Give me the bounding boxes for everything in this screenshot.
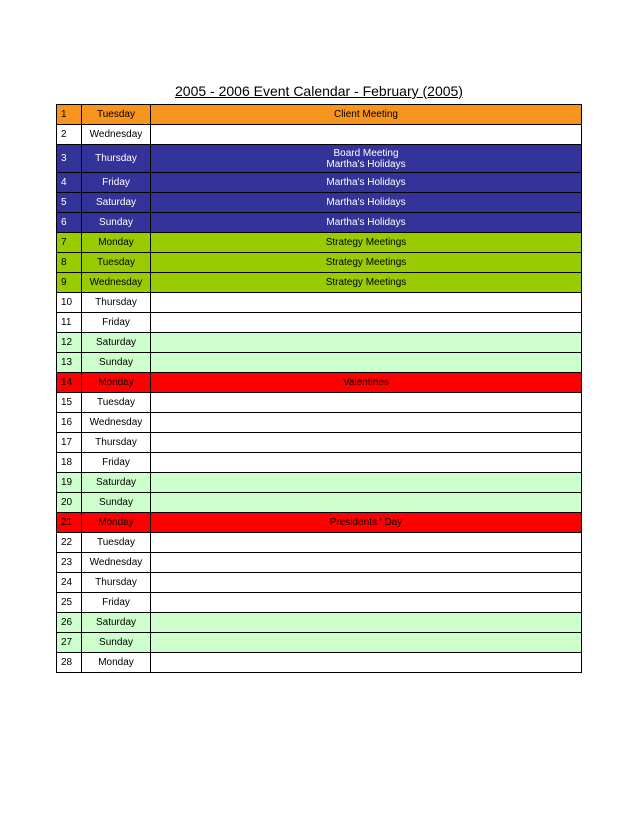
weekday-name: Friday [82,593,151,613]
event-cell [151,613,582,633]
event-cell [151,493,582,513]
calendar-row [57,593,582,613]
day-number: 7 [57,233,82,253]
day-number: 11 [57,313,82,333]
calendar-row [57,333,582,353]
day-number: 15 [57,393,82,413]
event-cell [151,533,582,553]
weekday-name: Friday [82,313,151,333]
day-number: 3 [57,145,82,173]
weekday-name: Sunday [82,213,151,233]
calendar-row [57,653,582,673]
event-cell [151,313,582,333]
weekday-name: Saturday [82,333,151,353]
event-cell [151,145,582,173]
event-cell [151,373,582,393]
weekday-name: Monday [82,233,151,253]
day-number: 25 [57,593,82,613]
calendar-row [57,105,582,125]
day-number: 5 [57,193,82,213]
event-label: Presidents ' Day [329,517,403,528]
weekday-name: Saturday [82,193,151,213]
day-number: 19 [57,473,82,493]
day-number: 1 [57,105,82,125]
day-number: 9 [57,273,82,293]
day-number: 17 [57,433,82,453]
event-cell [151,413,582,433]
day-number: 24 [57,573,82,593]
day-number: 14 [57,373,82,393]
event-label: Martha's Holidays [326,158,406,170]
event-cell [151,293,582,313]
event-label: Board Meeting [333,147,399,159]
weekday-name: Sunday [82,493,151,513]
calendar-row [57,453,582,473]
weekday-name: Wednesday [82,273,151,293]
calendar-row [57,493,582,513]
calendar-row [57,293,582,313]
weekday-name: Friday [82,453,151,473]
event-cell [151,213,582,233]
calendar-row [57,413,582,433]
calendar-row [57,253,582,273]
event-cell [151,633,582,653]
weekday-name: Monday [82,373,151,393]
day-number: 27 [57,633,82,653]
day-number: 22 [57,533,82,553]
event-cell [151,353,582,373]
event-label: Valentines [343,377,389,388]
event-cell [151,573,582,593]
calendar-row [57,553,582,573]
event-label: Strategy Meetings [325,277,407,288]
weekday-name: Tuesday [82,393,151,413]
calendar-row [57,173,582,193]
weekday-name: Sunday [82,353,151,373]
day-number: 16 [57,413,82,433]
weekday-name: Tuesday [82,533,151,553]
calendar-row [57,353,582,373]
event-label: Strategy Meetings [325,237,407,248]
weekday-name: Wednesday [82,553,151,573]
day-number: 21 [57,513,82,533]
day-number: 12 [57,333,82,353]
event-label: Martha's Holidays [326,217,406,228]
day-number: 20 [57,493,82,513]
event-cell [151,333,582,353]
event-cell [151,653,582,673]
event-calendar-table [56,104,582,673]
day-number: 26 [57,613,82,633]
event-label: Martha's Holidays [326,177,406,188]
weekday-name: Sunday [82,633,151,653]
calendar-row [57,473,582,493]
event-cell [151,593,582,613]
event-cell [151,553,582,573]
weekday-name: Saturday [82,613,151,633]
calendar-row [57,513,582,533]
calendar-row [57,145,582,173]
event-cell [151,393,582,413]
day-number: 13 [57,353,82,373]
event-cell [151,193,582,213]
event-label: Strategy Meetings [325,257,407,268]
calendar-row [57,273,582,293]
event-cell [151,125,582,145]
weekday-name: Thursday [82,433,151,453]
day-number: 23 [57,553,82,573]
day-number: 2 [57,125,82,145]
weekday-name: Monday [82,653,151,673]
event-cell [151,253,582,273]
calendar-body [57,105,582,673]
event-cell [151,173,582,193]
calendar-row [57,393,582,413]
calendar-row [57,313,582,333]
day-number: 10 [57,293,82,313]
calendar-row [57,193,582,213]
event-label: Martha's Holidays [326,197,406,208]
calendar-row [57,633,582,653]
event-cell [151,513,582,533]
event-label: Client Meeting [334,109,398,120]
calendar-row [57,573,582,593]
weekday-name: Wednesday [82,413,151,433]
event-cell [151,453,582,473]
weekday-name: Tuesday [82,105,151,125]
weekday-name: Tuesday [82,253,151,273]
event-cell [151,273,582,293]
weekday-name: Thursday [82,573,151,593]
calendar-title: 2005 - 2006 Event Calendar - February (2005) [175,83,463,99]
weekday-name: Friday [82,173,151,193]
event-cell [151,105,582,125]
calendar-row [57,125,582,145]
day-number: 28 [57,653,82,673]
calendar-row [57,433,582,453]
day-number: 4 [57,173,82,193]
calendar-row [57,233,582,253]
weekday-name: Thursday [82,145,151,173]
weekday-name: Saturday [82,473,151,493]
calendar-row [57,613,582,633]
event-cell [151,233,582,253]
weekday-name: Thursday [82,293,151,313]
weekday-name: Wednesday [82,125,151,145]
calendar-row [57,373,582,393]
calendar-row [57,213,582,233]
event-cell [151,473,582,493]
day-number: 8 [57,253,82,273]
event-cell [151,433,582,453]
day-number: 6 [57,213,82,233]
weekday-name: Monday [82,513,151,533]
day-number: 18 [57,453,82,473]
calendar-row [57,533,582,553]
